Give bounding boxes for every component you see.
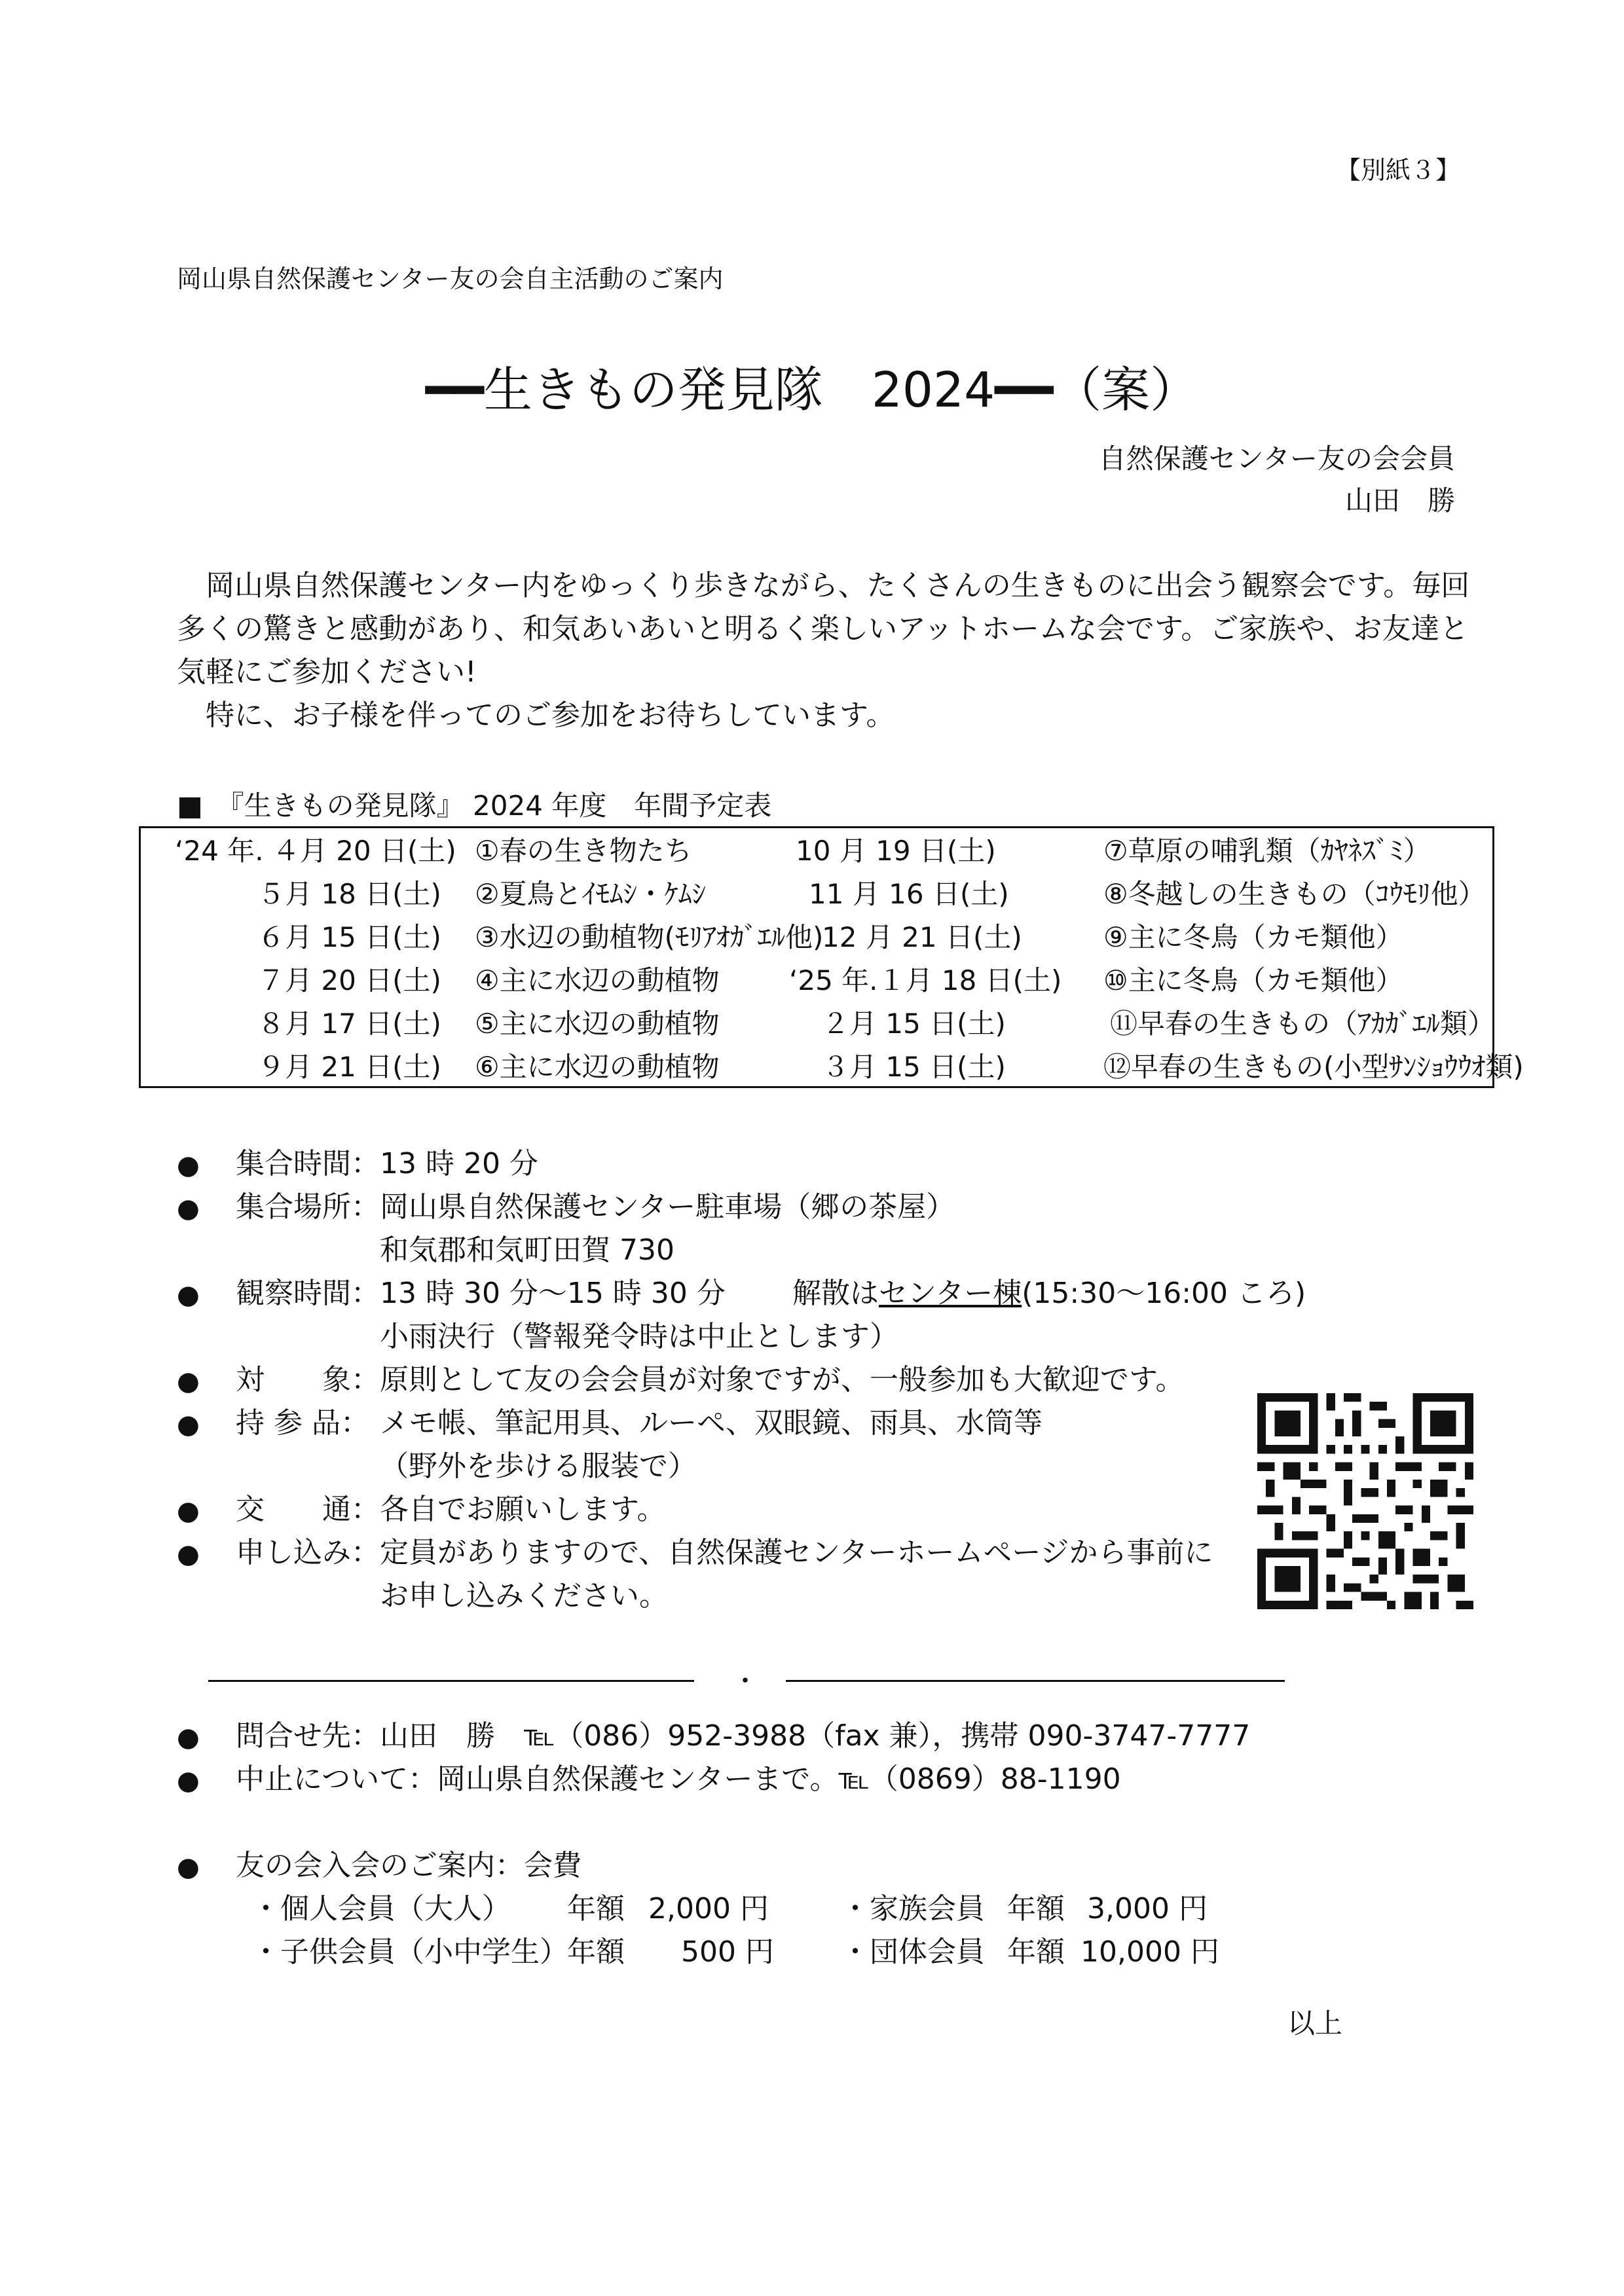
fee-amount: 10,000 円 bbox=[1080, 1935, 1219, 1969]
application-label: 申し込み： bbox=[236, 1536, 380, 1569]
fee-amount: 2,000 円 bbox=[648, 1892, 769, 1925]
fee-name: ・家族会員 bbox=[841, 1892, 985, 1925]
schedule-date: ５月 18 日(土) bbox=[257, 878, 441, 910]
meeting-place-address: 和気郡和気町田賀 730 bbox=[380, 1233, 674, 1267]
bullet-icon: ● bbox=[177, 1852, 200, 1882]
qr-code-image[interactable] bbox=[1257, 1393, 1473, 1609]
dismissal-prefix: 解散は bbox=[792, 1277, 879, 1310]
schedule-date: 11 月 16 日(土) bbox=[809, 878, 1009, 910]
observation-time-value: 13 時 30 分～15 時 30 分 bbox=[380, 1277, 726, 1310]
fee-name: ・個人会員（大人） bbox=[251, 1892, 511, 1925]
target-label: 対 象： bbox=[236, 1363, 380, 1396]
closing-text: 以上 bbox=[1287, 2007, 1343, 2039]
schedule-date: ９月 21 日(土) bbox=[257, 1051, 441, 1083]
schedule-row bbox=[141, 959, 1492, 1002]
schedule-date: ８月 17 日(土) bbox=[257, 1008, 441, 1040]
items-value: メモ帳、筆記用具、ルーペ、双眼鏡、雨具、水筒等 bbox=[380, 1406, 1043, 1440]
schedule-activity: ⑫早春の生きもの(小型ｻﾝｼｮｳｳｵ類) bbox=[1103, 1051, 1524, 1083]
schedule-date: 12 月 21 日(土) bbox=[822, 921, 1022, 953]
attachment-label: 【別紙３】 bbox=[1336, 156, 1461, 185]
observation-time-label: 観察時間： bbox=[236, 1277, 380, 1310]
membership-heading: 友の会入会のご案内：会費 bbox=[236, 1849, 581, 1882]
schedule-activity: ②夏鳥とｲﾓﾑｼ・ｹﾑｼ bbox=[475, 878, 706, 910]
items-note: （野外を歩ける服装で） bbox=[380, 1449, 697, 1483]
bullet-icon: ● bbox=[177, 1366, 200, 1396]
transport-value: 各自でお願いします。 bbox=[380, 1493, 666, 1526]
schedule-activity: ⑪早春の生きもの（ｱｶｶﾞｴﾙ類） bbox=[1110, 1008, 1496, 1040]
divider-dot: ・ bbox=[732, 1666, 758, 1696]
page-heading: 岡山県自然保護センター友の会自主活動のご案内 bbox=[177, 264, 724, 293]
author-organization: 自然保護センター友の会会員 bbox=[1098, 443, 1455, 475]
fee-label: 年額 bbox=[1007, 1935, 1065, 1969]
application-value-continued: お申し込みください。 bbox=[380, 1579, 668, 1613]
meeting-place-label: 集合場所： bbox=[236, 1190, 380, 1224]
schedule-activity: ⑦草原の哺乳類（ｶﾔﾈｽﾞﾐ） bbox=[1103, 835, 1431, 867]
application-value: 定員がありますので、自然保護センターホームページから事前に bbox=[380, 1536, 1213, 1569]
items-label: 持 参 品： bbox=[236, 1406, 369, 1440]
target-value: 原則として友の会会員が対象ですが、一般参加も大歓迎です。 bbox=[380, 1363, 1185, 1396]
schedule-activity: ③水辺の動植物(ﾓﾘｱｵｶﾞｴﾙ他) bbox=[475, 921, 824, 953]
schedule-table bbox=[139, 826, 1524, 1088]
schedule-row bbox=[141, 1002, 1496, 1046]
schedule-date: ６月 15 日(土) bbox=[257, 921, 441, 953]
schedule-date: 10 月 19 日(土) bbox=[796, 835, 996, 867]
schedule-activity: ⑤主に水辺の動植物 bbox=[475, 1008, 720, 1040]
schedule-row bbox=[141, 829, 1492, 873]
schedule-date: ７月 20 日(土) bbox=[257, 964, 441, 996]
meeting-place-value: 岡山県自然保護センター駐車場（郷の茶屋） bbox=[380, 1190, 955, 1224]
fee-label: 年額 bbox=[567, 1892, 625, 1925]
schedule-activity: ①春の生き物たち bbox=[475, 835, 692, 867]
bullet-icon: ● bbox=[177, 1722, 200, 1753]
divider-line-right bbox=[786, 1680, 1285, 1682]
fee-label: 年額 bbox=[1007, 1892, 1065, 1925]
divider-line-left bbox=[208, 1680, 694, 1682]
observation-note: 小雨決行（警報発令時は中止とします） bbox=[380, 1320, 898, 1353]
schedule-heading: ■ 『生きもの発見隊』 2024 年度 年間予定表 bbox=[177, 790, 772, 822]
dismissal-place: センター棟 bbox=[879, 1277, 1022, 1310]
transport-label: 交 通： bbox=[236, 1493, 380, 1526]
bullet-icon: ● bbox=[177, 1539, 200, 1569]
fee-amount: 3,000 円 bbox=[1087, 1892, 1208, 1925]
schedule-row bbox=[141, 873, 1492, 916]
bullet-icon: ● bbox=[177, 1280, 200, 1310]
bullet-icon: ● bbox=[177, 1766, 200, 1796]
schedule-date: ‘25 年.１月 18 日(土) bbox=[789, 964, 1062, 996]
schedule-row bbox=[141, 916, 1492, 959]
schedule-activity: ⑨主に冬鳥（カモ類他） bbox=[1103, 921, 1403, 953]
bullet-icon: ● bbox=[177, 1194, 200, 1224]
fee-name: ・子供会員（小中学生） bbox=[251, 1935, 568, 1969]
schedule-date: ２月 15 日(土) bbox=[822, 1008, 1006, 1040]
schedule-row bbox=[141, 1046, 1524, 1089]
schedule-activity: ⑥主に水辺の動植物 bbox=[475, 1051, 720, 1083]
author-name: 山田 勝 bbox=[1344, 484, 1455, 517]
schedule-activity: ⑩主に冬鳥（カモ類他） bbox=[1103, 964, 1403, 996]
intro-paragraph: 岡山県自然保護センター内をゆっくり歩きながら、たくさんの生きものに出会う観察会です。毎回多くの驚きと感動があり、和気あいあいと明るく楽しいアットホームな会です。ご家族や、お友達と気軽にご参加ください! bbox=[177, 569, 1470, 689]
schedule-date: ３月 15 日(土) bbox=[822, 1051, 1006, 1083]
page-title: ━━生きもの発見隊 2024━━（案） bbox=[425, 362, 1199, 418]
schedule-date: ‘24 年. ４月 20 日(土) bbox=[175, 835, 456, 867]
fee-name: ・団体会員 bbox=[841, 1935, 985, 1969]
bullet-icon: ● bbox=[177, 1496, 200, 1526]
schedule-activity: ⑧冬越しの生きもの（ｺｳﾓﾘ他） bbox=[1103, 878, 1486, 910]
bullet-icon: ● bbox=[177, 1150, 200, 1180]
dismissal-info bbox=[792, 1277, 1306, 1311]
meeting-time-label: 集合時間： bbox=[236, 1147, 380, 1180]
meeting-time-value: 13 時 20 分 bbox=[380, 1147, 538, 1180]
fee-label: 年額 bbox=[567, 1935, 625, 1969]
dismissal-time: (15:30～16:00 ころ) bbox=[1022, 1277, 1306, 1310]
fee-amount: 500 円 bbox=[681, 1935, 774, 1969]
schedule-activity: ④主に水辺の動植物 bbox=[475, 964, 720, 996]
contact-info: 問合せ先：山田 勝 ℡（086）952-3988（fax 兼），携帯 090-3747-7777 bbox=[236, 1719, 1251, 1753]
cancellation-info: 中止について：岡山県自然保護センターまで。℡（0869）88-1190 bbox=[236, 1762, 1121, 1796]
intro-paragraph: 特に、お子様を伴ってのご参加をお待ちしています。 bbox=[206, 699, 895, 732]
intro-text bbox=[177, 564, 1473, 737]
bullet-icon: ● bbox=[177, 1410, 200, 1440]
